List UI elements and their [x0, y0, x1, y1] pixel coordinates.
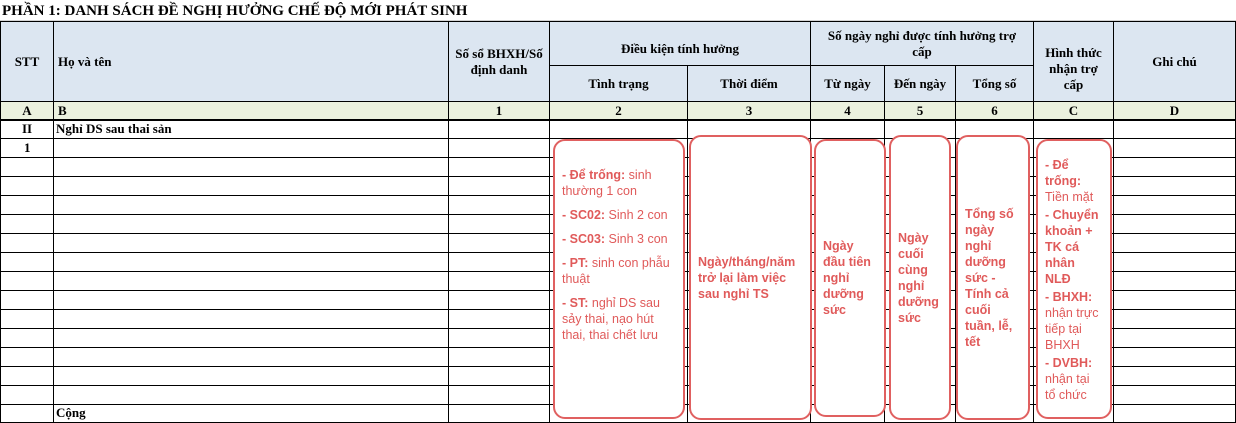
- index-5: 5: [884, 101, 956, 120]
- note-item-key: - Để trống:: [1045, 158, 1082, 188]
- header-name[interactable]: Họ và tên: [53, 21, 449, 102]
- note-item: [1045, 355, 1103, 403]
- header-to[interactable]: Đến ngày: [884, 65, 956, 102]
- note-to-text: Ngày cuối cùng nghỉ dưỡng sức: [898, 230, 939, 325]
- grid-column-line: [1113, 120, 1114, 423]
- section-label: Nghỉ DS sau thai sản: [56, 121, 172, 136]
- note-item-key: - SC03:: [562, 232, 606, 246]
- note-total: [956, 135, 1030, 420]
- note-time: [689, 135, 812, 420]
- page-title: PHẦN 1: DANH SÁCH ĐỀ NGHỊ HƯỞNG CHẾ ĐỘ MỚI PHÁT SINH: [2, 3, 468, 19]
- header-bhxh[interactable]: Số sổ BHXH/Số định danh: [448, 21, 550, 102]
- note-item-key: - SC02:: [562, 208, 606, 222]
- index-4: 4: [810, 101, 885, 120]
- index-a: A: [0, 101, 54, 120]
- note-item-text: Sinh 3 con: [605, 232, 668, 246]
- grid-column-line: [549, 120, 550, 423]
- index-b: B: [53, 101, 449, 120]
- row-number: 1: [24, 140, 31, 155]
- grid-column-line: [687, 120, 688, 423]
- note-item-text: nhận trực tiếp tại BHXH: [1045, 306, 1099, 352]
- note-item-key: - ST:: [562, 296, 589, 310]
- grid-column-line: [53, 120, 54, 423]
- index-6: 6: [955, 101, 1034, 120]
- section-code: II: [22, 121, 33, 136]
- note-item: [1045, 207, 1103, 287]
- grid-row-line: [0, 120, 1236, 121]
- note-item-text: sinh thường 1 con: [562, 168, 652, 198]
- note-item: [562, 231, 676, 247]
- header-total[interactable]: Tổng số: [955, 65, 1034, 102]
- index-d: D: [1113, 101, 1236, 120]
- index-3: 3: [687, 101, 811, 120]
- note-item-text: Tiền mặt: [1045, 190, 1094, 204]
- grid-column-line: [1033, 120, 1034, 423]
- note-method: [1036, 139, 1112, 419]
- header-stt[interactable]: STT: [0, 21, 54, 102]
- header-from[interactable]: Từ ngày: [810, 65, 885, 102]
- note-item-text: sinh con phẫu thuật: [562, 256, 670, 286]
- note-item-key: - BHXH:: [1045, 290, 1093, 304]
- note-item-key: - PT:: [562, 256, 589, 270]
- note-item-text: nhận tại tổ chức: [1045, 372, 1090, 402]
- index-c: C: [1033, 101, 1114, 120]
- header-time[interactable]: Thời điểm: [687, 65, 811, 102]
- header-days-group[interactable]: Số ngày nghỉ được tính hưởng trợ cấp: [810, 21, 1034, 66]
- note-time-text: Ngày/tháng/năm trở lại làm việc sau nghỉ TS: [698, 254, 796, 301]
- note-total-text: Tổng số ngày nghỉ dưỡng sức - Tính cả cuối tuần, lễ, tết: [965, 206, 1014, 349]
- grid-column-line: [448, 120, 449, 423]
- index-1: 1: [448, 101, 550, 120]
- header-condition-group[interactable]: Điều kiện tính hưởng: [549, 21, 811, 66]
- note-item-text: Sinh 2 con: [605, 208, 668, 222]
- total-label: Cộng: [56, 405, 86, 420]
- header-note[interactable]: Ghi chú: [1113, 21, 1236, 102]
- note-to: [889, 135, 951, 420]
- note-from: [814, 139, 886, 417]
- note-from-text: Ngày đầu tiên nghỉ dưỡng sức: [823, 239, 871, 317]
- note-item: [562, 167, 676, 199]
- header-status[interactable]: Tình trạng: [549, 65, 688, 102]
- note-item-key: - DVBH:: [1045, 356, 1093, 370]
- header-method[interactable]: Hình thức nhận trợ cấp: [1033, 21, 1114, 102]
- note-item: [1045, 289, 1103, 353]
- note-item: [562, 207, 676, 223]
- note-item: [1045, 157, 1103, 205]
- grid-column-line: [0, 120, 1, 423]
- index-2: 2: [549, 101, 688, 120]
- note-item-text: nghỉ DS sau sảy thai, nạo hút thai, thai chết lưu: [562, 296, 660, 342]
- note-item-key: - Chuyển khoản + TK cá nhân NLĐ: [1045, 208, 1099, 286]
- note-item-key: - Để trống:: [562, 168, 626, 182]
- note-item: [562, 255, 676, 287]
- note-status: [553, 139, 685, 419]
- note-item: [562, 295, 676, 343]
